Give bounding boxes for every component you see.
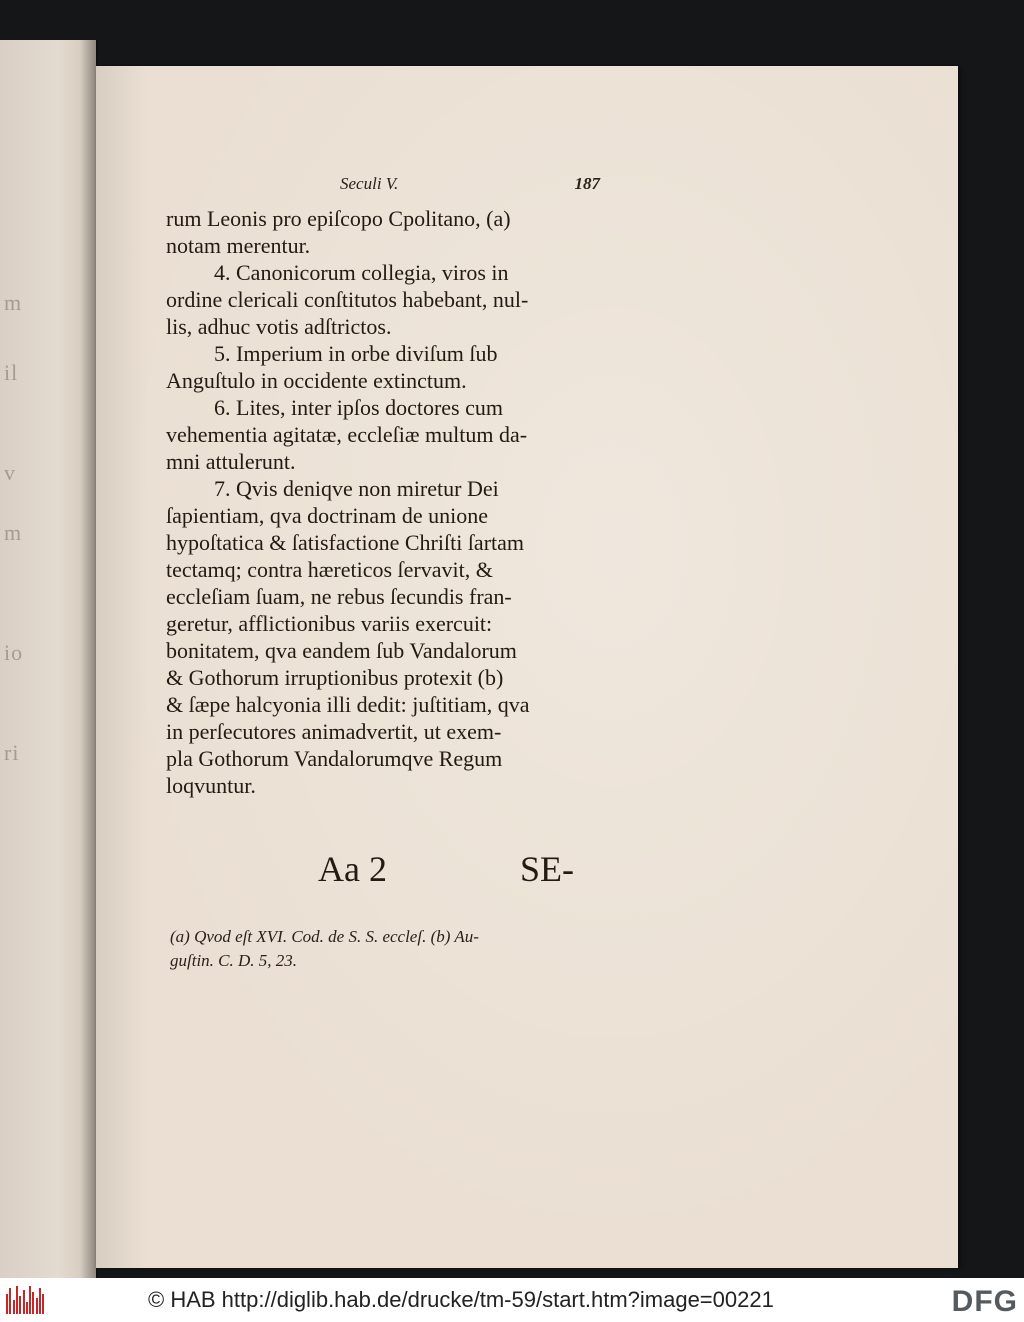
barcode-bar — [9, 1288, 11, 1314]
footnote-line: guſtin. C. D. 5, 23. — [170, 951, 298, 970]
text-line: ſapientiam, qva doctrinam de unione — [166, 503, 488, 528]
dfg-logo: DFG — [951, 1285, 1018, 1318]
body-text — [166, 205, 596, 799]
signature-mark: Aa 2 — [318, 849, 387, 889]
text-line: 5. Imperium in orbe diviſum ſub — [214, 341, 498, 366]
barcode-bar — [26, 1302, 28, 1314]
barcode-logo-icon — [6, 1286, 46, 1314]
text-line: tectamq; contra hæreticos ſervavit, & — [166, 557, 493, 582]
copyright-url[interactable]: © HAB http://diglib.hab.de/drucke/tm-59/start.htm?image=00221 — [148, 1287, 774, 1312]
text-line: pla Gothorum Vandalorumqve Regum — [166, 746, 503, 771]
text-line: vehementia agitatæ, eccleſiæ multum da- — [166, 422, 528, 447]
barcode-bar — [23, 1290, 25, 1314]
text-line: ordine clericali conſtitutos habebant, nul- — [166, 287, 529, 312]
barcode-bar — [42, 1294, 44, 1314]
show-through-text: m — [4, 290, 23, 315]
catchword: SE- — [520, 849, 574, 889]
page-header — [330, 174, 600, 198]
barcode-bar — [32, 1292, 34, 1314]
text-line: rum Leonis pro epiſcopo Cpolitano, (a) — [166, 206, 511, 231]
text-line: eccleſiam ſuam, ne rebus ſecundis fran- — [166, 584, 512, 609]
text-line: geretur, afflictionibus variis exercuit: — [166, 611, 493, 636]
text-line: 7. Qvis deniqve non miretur Dei — [214, 476, 499, 501]
barcode-bar — [36, 1298, 38, 1314]
text-line: & Gothorum irruptionibus protexit (b) — [166, 665, 504, 690]
show-through-text: io — [4, 640, 24, 665]
barcode-bar — [19, 1296, 21, 1314]
barcode-bar — [6, 1294, 8, 1314]
text-line: loqvuntur. — [166, 773, 256, 798]
show-through-text: m — [4, 520, 23, 545]
barcode-bar — [29, 1286, 31, 1314]
show-through-text: ri — [4, 740, 20, 765]
text-line: 4. Canonicorum collegia, viros in — [214, 260, 509, 285]
barcode-bar — [16, 1286, 18, 1314]
barcode-bar — [39, 1288, 41, 1314]
barcode-bar — [13, 1300, 15, 1314]
text-line: hypoſtatica & ſatisfactione Chriſti ſartam — [166, 530, 525, 555]
footnote-line: (a) Qvod eſt XVI. Cod. de S. S. eccleſ. (b) Au- — [170, 927, 479, 946]
text-line: 6. Lites, inter ipſos doctores cum — [214, 395, 503, 420]
show-through-text: v — [4, 460, 16, 485]
running-head: Seculi V. — [340, 174, 399, 193]
text-line: Anguſtulo in occidente extinctum. — [166, 368, 467, 393]
text-line: mni attulerunt. — [166, 449, 296, 474]
text-line: notam merentur. — [166, 233, 311, 258]
footnotes — [170, 925, 600, 973]
text-line: in perſecutores animadvertit, ut exem- — [166, 719, 502, 744]
text-line: bonitatem, qva eandem ſub Vandalorum — [166, 638, 517, 663]
show-through-text: il — [4, 360, 19, 385]
page-number: 187 — [574, 174, 600, 193]
footer-bar — [0, 1278, 1024, 1322]
text-line: lis, adhuc votis adſtrictos. — [166, 314, 392, 339]
text-line: & ſæpe halcyonia illi dedit: juſtitiam, qva — [166, 692, 530, 717]
